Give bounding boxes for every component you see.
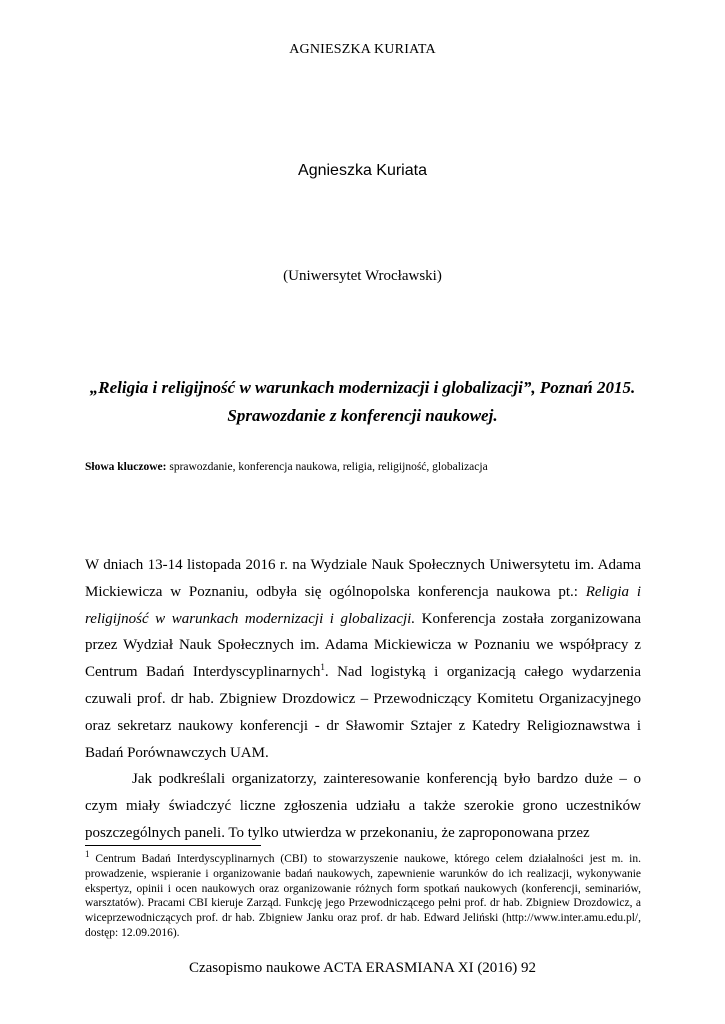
paragraph-1-text-a: W dniach 13-14 listopada 2016 r. na Wydziale Nauk Społecznych Uniwersytetu im. Adama Mickiewicza w Poznaniu, odbyła się ogólnopolska konferencja naukowa pt.: <box>85 557 641 600</box>
footnote <box>85 849 641 941</box>
keywords <box>85 461 645 473</box>
paragraph-2: Jak podkreślali organizatorzy, zainteresowanie konferencją było bardzo duże – o czym miały świadczyć liczne zgłoszenia udziału a także szerokie grono uczestników poszczególnych paneli. To tylko utwierdza w przekonaniu, że zaproponowana przez <box>85 771 641 841</box>
article-title-line-1: „Religia i religijność w warunkach modernizacji i globalizacji”, Poznań 2015. <box>89 378 636 397</box>
footnote-number: 1 <box>85 849 90 860</box>
running-header: AGNIESZKA KURIATA <box>289 42 436 57</box>
page-footer: Czasopismo naukowe ACTA ERASMIANA XI (2016) 92 <box>188 960 537 976</box>
keywords-value: sprawozdanie, konferencja naukowa, religia, religijność, globalizacja <box>166 461 488 473</box>
paragraph-1-text-b: Konferencja została zorganizowana przez Wydział Nauk Społecznych im. Adama Mickiewicza w Poznaniu we współpracy z Centrum Badań Interdyscyplinarnych <box>85 610 641 681</box>
article-title <box>60 374 665 430</box>
paragraph-1-italic-title: Religia i religijność w warunkach modernizacji i globalizacji. <box>85 583 641 627</box>
author-affiliation: (Uniwersytet Wrocławski) <box>283 268 442 284</box>
footnote-divider <box>85 845 261 846</box>
keywords-label: Słowa kluczowe: <box>85 461 167 473</box>
footnote-reference[interactable]: 1 <box>320 662 325 673</box>
author-name: Agnieszka Kuriata <box>298 162 427 179</box>
footnote-text: Centrum Badań Interdyscyplinarnych (CBI) to stowarzyszenie naukowe, którego celem działalności jest m. in. prowadzenie, wspieranie i organizowanie badań naukowych, zapewnienie warunków do ich realizacji, wykonywanie ekspertyz, opinii i ocen naukowych oraz organizowanie różnych form spotkań naukowych (konferencji, seminariów, warsztatów). Pracami CBI kieruje Zarząd. Funkcję jego Przewodniczącego pełni prof. dr hab. Zbigniew Drozdowicz, a wiceprzewodniczących prof. dr hab. Zbigniew Janku oraz prof. dr hab. Edward Jeliński (http://www.inter.amu.edu.pl/, dostęp: 12.09.2016). <box>85 853 641 939</box>
body-text <box>85 552 641 847</box>
paragraph-1 <box>85 552 641 766</box>
article-title-line-2: Sprawozdanie z konferencji naukowej. <box>227 406 498 425</box>
paragraph-1-text-c: . Nad logistyką i organizacją całego wydarzenia czuwali prof. dr hab. Zbigniew Drozdowicz – Przewodniczący Komitetu Organizacyjnego oraz sekretarz naukowy konferencji - dr Sławomir Sztajer z Katedry Religioznawstwa i Badań Porównawczych UAM. <box>85 664 641 761</box>
